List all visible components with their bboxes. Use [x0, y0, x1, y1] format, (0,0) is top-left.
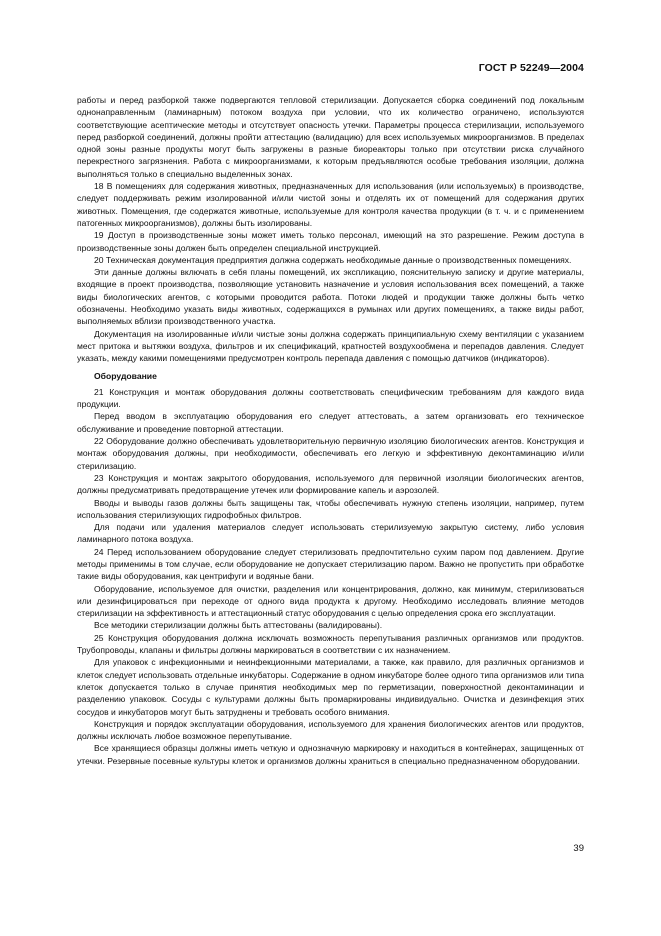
page-number: 39 — [573, 843, 584, 854]
paragraph-23: 23 Конструкция и монтаж закрытого оборудования, используемого для первичной изоляции биологических агентов, должны предусматривать предотвращение утечек или формирование капель и аэрозолей. — [77, 472, 584, 496]
paragraph: Документация на изолированные и/или чистые зоны должна содержать принципиальную схему вентиляции с указанием мест притока и вытяжки воздуха, фильтров и их спецификаций, кратностей воздухообмена и перепадов давления. Следует указать, между какими помещениями предусмотрен контроль перепада давления с помощью датчиков (индикаторов). — [77, 328, 584, 364]
paragraph: Все методики стерилизации должны быть аттестованы (валидированы). — [94, 620, 383, 631]
paragraph-25: 25 Конструкция оборудования должна исключать возможность перепутывания различных организмов или продуктов. Трубопроводы, клапаны и фильтры должны маркироваться в соответствии с их назначением. — [77, 632, 584, 656]
document-body — [77, 94, 584, 767]
paragraph-21: 21 Конструкция и монтаж оборудования должны соответствовать специфическим требованиям для каждого вида продукции. — [77, 386, 584, 410]
section-heading-equipment: Оборудование — [94, 370, 157, 381]
paragraph: Для упаковок с инфекционными и неинфекционными материалами, а также, как правило, для различных организмов и клеток следует использовать отдельные инкубаторы. Содержание в одном инкубаторе более одного типа организмов или типа клеток допускается только в случае принятия необходимых мер по герметизации, поверхностной деконтаминации и разделению упаковок. Сосуды с культурами должны быть промаркированы индивидуально. Очистка и дезинфекция этих сосудов и инкубаторов могут быть затруднены и требовать особого внимания. — [77, 657, 584, 717]
paragraph-18: 18 В помещениях для содержания животных, предназначенных для использования (или используемых) в производстве, следует поддерживать режим изолированной и/или чистой зоны и отделять их от помещений для содержания других животных. Помещения, где содержатся животные, используемые для контроля качества продукции (в т. ч. и с применением патогенных микроорганизмов), должны быть изолированы. — [77, 181, 584, 228]
paragraph-22: 22 Оборудование должно обеспечивать удовлетворительную первичную изоляцию биологических агентов. Конструкция и монтаж оборудования должны, при необходимости, обеспечивать его легкую и эффективную деконтаминацию и/или стерилизацию. — [77, 436, 584, 471]
paragraph: Все хранящиеся образцы должны иметь четкую и однозначную маркировку и находиться в контейнерах, защищенных от утечки. Резервные посевные культуры клеток и организмов должны храниться в специально предназначенном оборудовании. — [77, 743, 584, 766]
paragraph: Эти данные должны включать в себя планы помещений, их экспликацию, пояснительную записку и другие материалы, входящие в проект производства, позволяющие установить назначение и условия использования всех помещений, а также виды биологических агентов, с которыми проводится работа. Потоки людей и продукции также должны быть четко обозначены. Необходимо указать виды животных, содержащихся в румынах или других помещениях, а также виды работ, выполняемых вблизи производственного участка. — [77, 267, 584, 327]
paragraph-19: 19 Доступ в производственные зоны может иметь только персонал, имеющий на это разрешение. Режим доступа в производственные зоны должен быть определен специальной инструкцией. — [77, 230, 584, 253]
paragraph: Для подачи или удаления материалов следует использовать стерилизуемую закрытую систему, либо условия ламинарного потока воздуха. — [77, 522, 584, 545]
paragraph: Конструкция и порядок эксплуатации оборудования, используемого для хранения биологических агентов или продуктов, должны исключать любое возможное перепутывание. — [77, 718, 584, 742]
document-header: ГОСТ Р 52249—2004 — [478, 62, 584, 74]
paragraph: Вводы и выводы газов должны быть защищены так, чтобы обеспечивать нужную степень изоляции, например, путем использования стерилизующих гидрофобных фильтров. — [77, 497, 584, 520]
paragraph-24: 24 Перед использованием оборудование следует стерилизовать предпочтительно сухим паром под давлением. Другие методы применимы в том случае, если оборудование не допускает стерилизацию паром. Важно не пропустить при обработке такие виды оборудования, как центрифуги и водяные бани. — [77, 546, 584, 582]
paragraph-20: 20 Техническая документация предприятия должна содержать необходимые данные о производственных помещениях. — [94, 254, 572, 265]
paragraph: работы и перед разборкой также подвергаются тепловой стерилизации. Допускается сборка соединений под локальным однонаправленным (ламинарным) потоком воздуха при условии, что их количество ограничено, используются соответствующие асептические методы и отсутствует опасность утечки. Параметры процесса стерилизации, используемого перед разборкой соединений, должны пройти аттестацию (валидацию) для всех используемых микроорганизмов. В пределах одной зоны разные продукты могут быть загружены в разные биореакторы только при отсутствии риска случайного перекрестного загрязнения. Работа с микроорганизмами, к которым предъявляются особые требования изоляции, должна выполняться только в специально выделенных зонах. — [77, 95, 584, 179]
paragraph: Перед вводом в эксплуатацию оборудования его следует аттестовать, а затем организовать его техническое обслуживание и проведение повторной аттестации. — [77, 411, 584, 434]
paragraph: Оборудование, используемое для очистки, разделения или концентрирования, должно, как минимум, стерилизоваться или дезинфицироваться при переходе от одного вида продукта к другому. Необходимо исследовать влияние методов стерилизации на эффективность и аттестационный статус оборудования с целью определения срока его эксплуатации. — [77, 583, 584, 619]
